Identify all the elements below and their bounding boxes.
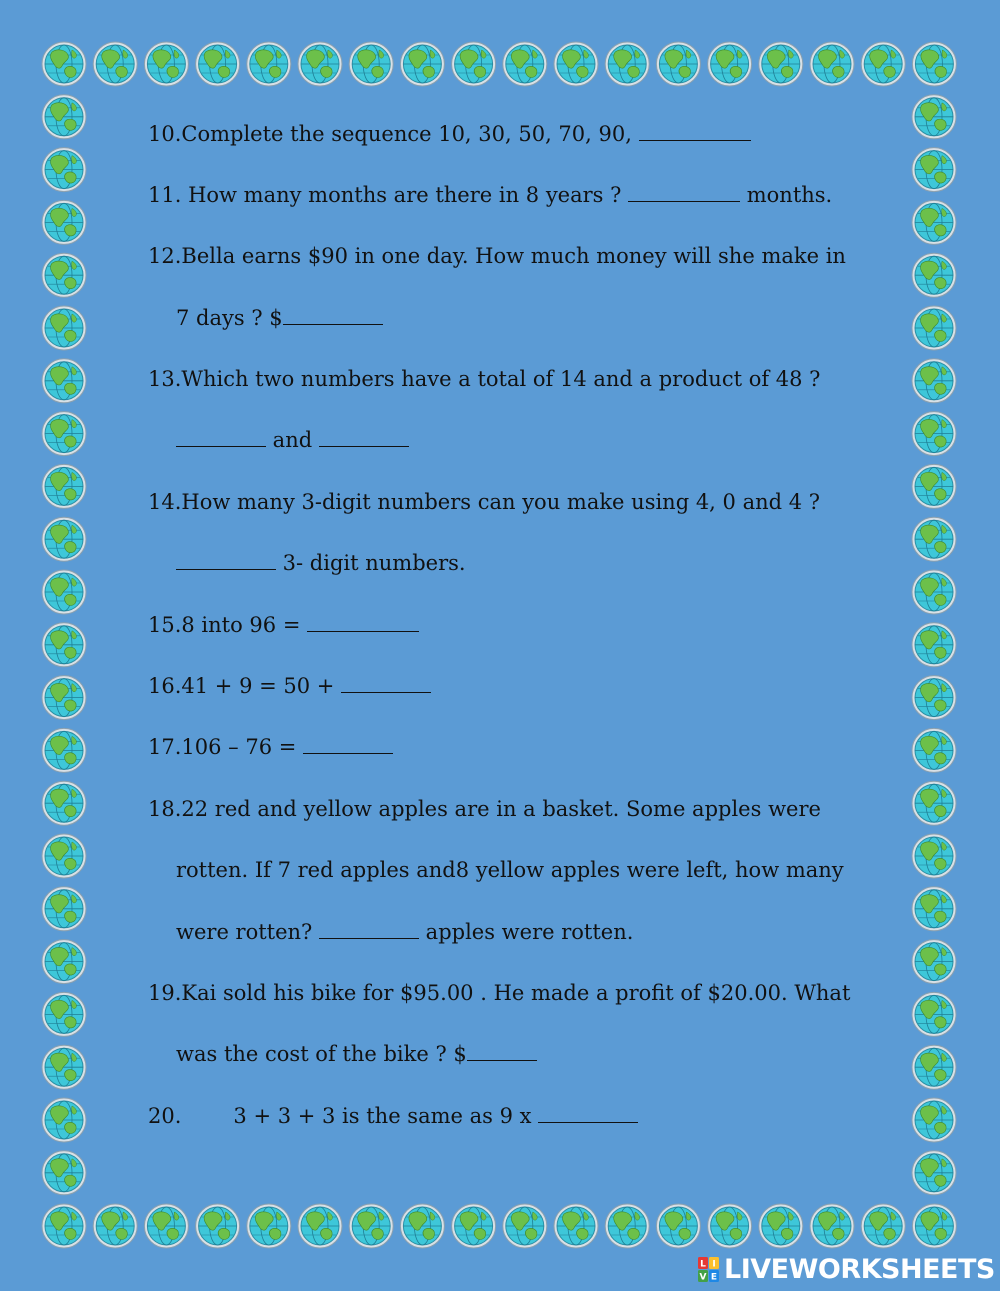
question-text: 3 + 3 + 3 is the same as 9 x bbox=[233, 1104, 539, 1128]
question-text: were rotten? bbox=[176, 920, 319, 944]
globe-icon bbox=[912, 1204, 956, 1248]
globe-icon bbox=[912, 887, 956, 931]
question-text: 17.106 – 76 = bbox=[148, 735, 303, 759]
answer-blank[interactable] bbox=[307, 613, 419, 632]
globe-icon bbox=[42, 781, 86, 825]
globe-icon bbox=[42, 464, 86, 508]
question-text: was the cost of the bike ? $ bbox=[176, 1042, 467, 1066]
globe-icon bbox=[196, 42, 240, 86]
question-text: 14.How many 3-digit numbers can you make using 4, 0 and 4 ? bbox=[148, 490, 821, 514]
logo-letter-v: V bbox=[699, 1272, 707, 1283]
logo-letter-i: I bbox=[712, 1259, 716, 1270]
question-13 bbox=[148, 365, 888, 393]
globe-icon bbox=[42, 676, 86, 720]
globe-icon bbox=[861, 42, 905, 86]
answer-blank[interactable] bbox=[341, 674, 431, 693]
globe-icon bbox=[912, 992, 956, 1036]
question-17 bbox=[148, 733, 888, 761]
question-text: 18.22 red and yellow apples are in a basket. Some apples were bbox=[148, 797, 821, 821]
question-number: 20. bbox=[148, 1104, 182, 1128]
globe-icon bbox=[93, 1204, 137, 1248]
question-12-continued bbox=[176, 304, 916, 332]
answer-blank[interactable] bbox=[303, 735, 393, 754]
globe-icon bbox=[42, 306, 86, 350]
question-text: 19.Kai sold his bike for $95.00 . He made a profit of $20.00. What bbox=[148, 981, 851, 1005]
globe-icon bbox=[912, 412, 956, 456]
globe-icon bbox=[912, 570, 956, 614]
question-16 bbox=[148, 672, 888, 700]
globe-icon bbox=[42, 887, 86, 931]
answer-blank[interactable] bbox=[319, 920, 419, 939]
question-13-answers bbox=[176, 426, 916, 454]
globe-icon bbox=[42, 992, 86, 1036]
question-14 bbox=[148, 488, 888, 516]
globe-icon bbox=[93, 42, 137, 86]
globe-icon bbox=[349, 42, 393, 86]
globe-icon bbox=[810, 42, 854, 86]
globe-icon bbox=[605, 1204, 649, 1248]
globe-icon bbox=[759, 42, 803, 86]
globe-icon bbox=[912, 781, 956, 825]
question-10 bbox=[148, 120, 888, 148]
globe-icon bbox=[912, 1045, 956, 1089]
answer-blank[interactable] bbox=[628, 183, 740, 202]
globe-icon bbox=[144, 1204, 188, 1248]
globe-icon bbox=[400, 1204, 444, 1248]
globe-icon bbox=[42, 253, 86, 297]
globe-icon bbox=[42, 570, 86, 614]
globe-icon bbox=[708, 42, 752, 86]
globe-icon bbox=[42, 1045, 86, 1089]
globe-icon bbox=[42, 623, 86, 667]
globe-icon bbox=[912, 623, 956, 667]
globe-icon bbox=[247, 42, 291, 86]
globe-icon bbox=[42, 517, 86, 561]
globe-icon bbox=[42, 412, 86, 456]
question-20 bbox=[148, 1102, 888, 1130]
question-15 bbox=[148, 611, 888, 639]
question-text: 15.8 into 96 = bbox=[148, 613, 308, 637]
question-18-answer bbox=[176, 918, 916, 946]
globe-icon bbox=[912, 676, 956, 720]
globe-icon bbox=[912, 834, 956, 878]
logo-letter-l: L bbox=[700, 1259, 706, 1270]
question-suffix: 3- digit numbers. bbox=[276, 551, 466, 575]
globe-icon bbox=[912, 940, 956, 984]
globe-icon bbox=[42, 834, 86, 878]
globe-icon bbox=[912, 1151, 956, 1195]
globe-icon bbox=[912, 728, 956, 772]
question-suffix: months. bbox=[740, 183, 833, 207]
globe-icon bbox=[912, 517, 956, 561]
globe-icon bbox=[42, 200, 86, 244]
globe-icon bbox=[912, 359, 956, 403]
question-text: rotten. If 7 red apples and8 yellow apples were left, how many bbox=[176, 858, 844, 882]
question-text: 7 days ? $ bbox=[176, 306, 283, 330]
globe-icon bbox=[400, 42, 444, 86]
liveworksheets-logo bbox=[698, 1255, 995, 1285]
globe-icon bbox=[42, 42, 86, 86]
question-14-answer bbox=[176, 549, 916, 577]
globe-icon bbox=[42, 728, 86, 772]
question-18-continued bbox=[176, 856, 916, 884]
liveworksheets-logo-text: LIVEWORKSHEETS bbox=[724, 1254, 995, 1285]
globe-icon bbox=[912, 42, 956, 86]
answer-blank[interactable] bbox=[538, 1104, 638, 1123]
globe-icon bbox=[42, 1098, 86, 1142]
question-12 bbox=[148, 242, 888, 270]
answer-blank-second[interactable] bbox=[319, 428, 409, 447]
globe-icon bbox=[810, 1204, 854, 1248]
globe-icon bbox=[912, 1098, 956, 1142]
globe-icon bbox=[42, 1151, 86, 1195]
globe-icon bbox=[912, 200, 956, 244]
question-text: 13.Which two numbers have a total of 14 and a product of 48 ? bbox=[148, 367, 821, 391]
globe-icon bbox=[656, 42, 700, 86]
globe-icon bbox=[503, 1204, 547, 1248]
globe-icon bbox=[912, 148, 956, 192]
globe-icon bbox=[912, 306, 956, 350]
answer-blank[interactable] bbox=[283, 306, 383, 325]
question-11 bbox=[148, 181, 888, 209]
globe-icon bbox=[349, 1204, 393, 1248]
logo-letter-e: E bbox=[710, 1272, 718, 1283]
globe-icon bbox=[42, 940, 86, 984]
globe-icon bbox=[656, 1204, 700, 1248]
question-text: 16.41 + 9 = 50 + bbox=[148, 674, 342, 698]
question-19-continued bbox=[176, 1040, 916, 1068]
question-suffix: apples were rotten. bbox=[419, 920, 634, 944]
answer-blank[interactable] bbox=[639, 122, 751, 141]
globe-icon bbox=[912, 253, 956, 297]
globe-icon bbox=[605, 42, 649, 86]
globe-icon bbox=[42, 359, 86, 403]
globe-icon bbox=[452, 42, 496, 86]
globe-icon bbox=[861, 1204, 905, 1248]
question-19 bbox=[148, 979, 888, 1007]
globe-icon bbox=[144, 42, 188, 86]
globe-icon bbox=[912, 95, 956, 139]
answer-blank[interactable] bbox=[467, 1042, 537, 1061]
globe-icon bbox=[912, 464, 956, 508]
liveworksheets-logo-icon bbox=[698, 1257, 720, 1283]
globe-icon bbox=[554, 1204, 598, 1248]
globe-icon bbox=[554, 42, 598, 86]
globe-icon bbox=[452, 1204, 496, 1248]
question-text: 11. How many months are there in 8 years ? bbox=[148, 183, 629, 207]
globe-icon bbox=[42, 95, 86, 139]
globe-icon bbox=[503, 42, 547, 86]
globe-icon bbox=[298, 42, 342, 86]
answer-blank-first[interactable] bbox=[176, 428, 266, 447]
globe-icon bbox=[196, 1204, 240, 1248]
question-text: 12.Bella earns $90 in one day. How much money will she make in bbox=[148, 244, 846, 268]
globe-icon bbox=[708, 1204, 752, 1248]
question-18 bbox=[148, 795, 888, 823]
and-connector: and bbox=[266, 428, 319, 452]
globe-icon bbox=[247, 1204, 291, 1248]
globe-icon bbox=[298, 1204, 342, 1248]
globe-icon bbox=[42, 1204, 86, 1248]
globe-icon bbox=[42, 148, 86, 192]
question-text: 10.Complete the sequence 10, 30, 50, 70, 90, bbox=[148, 122, 639, 146]
globe-icon bbox=[759, 1204, 803, 1248]
answer-blank[interactable] bbox=[176, 551, 276, 570]
